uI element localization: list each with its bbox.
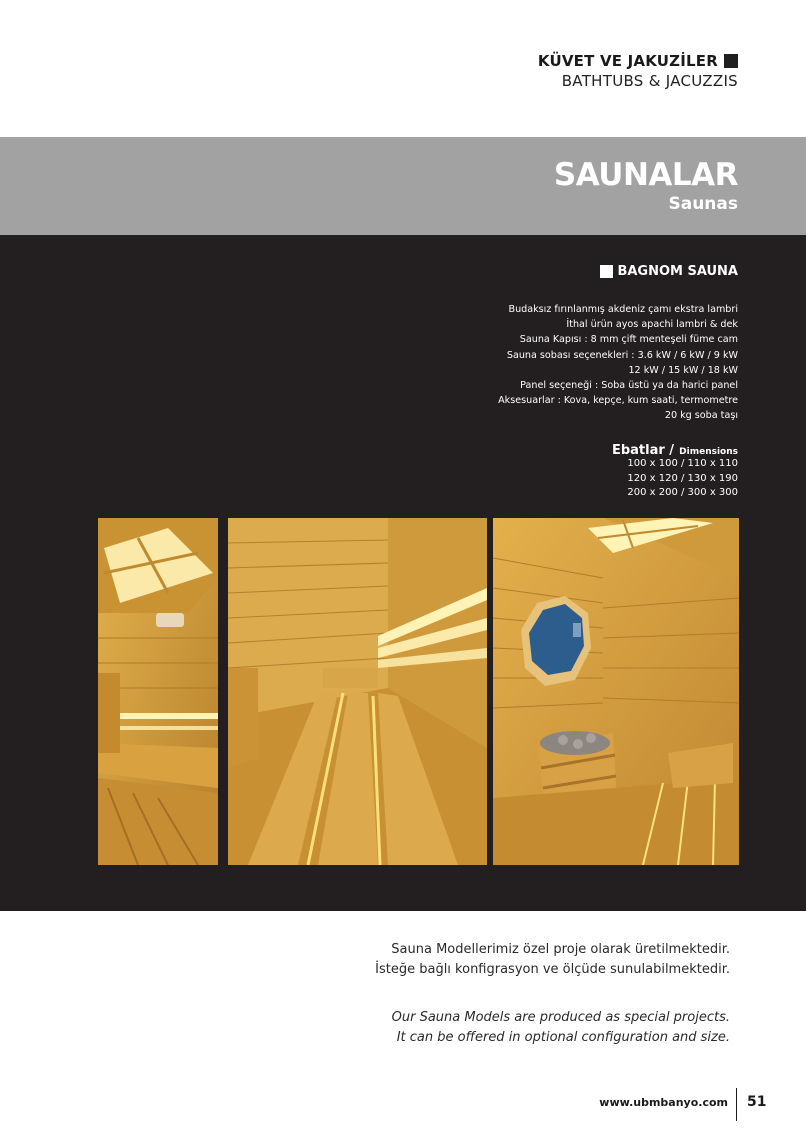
footer-divider [736,1088,737,1121]
section-subtitle: Saunas [668,194,738,214]
product-panel [0,235,806,911]
section-title: SAUNALAR [553,157,738,193]
square-icon [724,54,738,68]
spec-line: 12 kW / 15 kW / 18 kW [628,364,738,376]
category-title-tr [538,52,738,70]
dimension-line: 100 x 100 / 110 x 110 [627,458,738,469]
spec-line: Aksesuarlar : Kova, kepçe, kum saati, termometre [498,395,738,407]
spec-line: 20 kg soba taşı [664,410,738,422]
spec-line: İthal ürün ayos apachi lambri & dek [566,319,738,331]
product-specs [498,302,738,424]
spec-line: Budaksız fırınlanmış akdeniz çamı ekstra lambri [508,304,738,315]
sauna-photo-3 [493,518,739,865]
product-heading [600,264,738,279]
category-header [538,52,738,90]
dimensions-heading-en: Dimensions [679,447,738,457]
page-number: 51 [747,1094,767,1110]
sauna-photo-1 [98,518,218,865]
dimension-line: 120 x 120 / 130 x 190 [627,472,738,484]
sauna-photo-2 [228,518,487,865]
spec-line: Sauna sobası seçenekleri : 3.6 kW / 6 kW / 9 kW [506,349,738,361]
note-english [392,1008,730,1048]
spec-line: Panel seçeneği : Soba üstü ya da harici panel [520,380,738,392]
dimensions-list [627,457,738,501]
dimensions-heading-tr: Ebatlar / [611,443,675,458]
note-turkish [375,940,730,980]
note-line: Sauna Modellerimiz özel proje olarak üretilmektedir. [391,942,730,957]
product-name: BAGNOM SAUNA [617,264,738,279]
spec-line: Sauna Kapısı : 8 mm çift menteşeli füme cam [519,334,738,346]
note-line: İsteğe bağlı konfigrasyon ve ölçüde sunulabilmektedir. [375,962,730,977]
category-title-en: BATHTUBS & JACUZZIS [561,72,738,90]
square-icon [600,265,613,278]
dimension-line: 200 x 200 / 300 x 300 [627,487,738,498]
dimensions-heading [612,439,738,458]
website-link[interactable]: www.ubmbanyo.com [599,1096,728,1109]
section-title-band [0,137,806,235]
category-title-tr-text: KÜVET VE JAKUZİLER [537,52,718,70]
note-line: Our Sauna Models are produced as special projects. [391,1010,730,1025]
note-line: It can be offered in optional configuration and size. [396,1030,730,1045]
